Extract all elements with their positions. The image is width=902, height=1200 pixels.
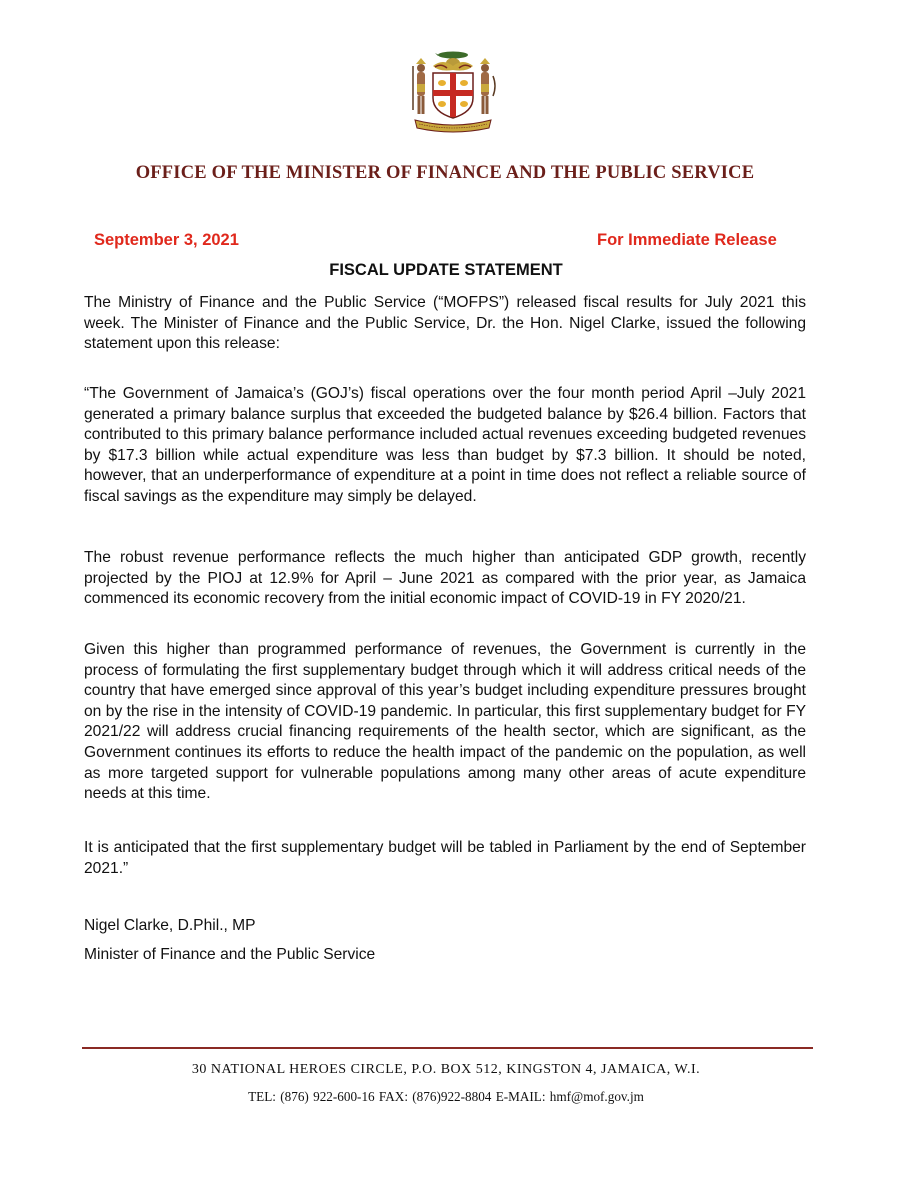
statement-paragraph-tabling: It is anticipated that the first supplementary budget will be tabled in Parliament by the end of September 2021.” xyxy=(84,839,806,877)
statement-paragraph-revenue-performance: The robust revenue performance reflects the much higher than anticipated GDP growth, recently projected by the PIOJ at 12.9% for April – June 2021 as compared with the prior year, as Jamaica commenced its economic recovery from the initial economic impact of COVID-19 in FY 2020/21. xyxy=(84,549,806,608)
release-note: For Immediate Release xyxy=(597,231,777,249)
statement-paragraph-supplementary-budget: Given this higher than programmed performance of revenues, the Government is currently in the process of formulating the first supplementary budget through which it will address critical needs of the country that have emerged since approval of this year’s budget including expenditure pressures brought on by the rise in the intensity of COVID-19 pandemic. In particular, this first supplementary budget for FY 2021/22 will address crucial financing requirements of the health sector, which are significant, as the Government continues its efforts to reduce the health impact of the pandemic on the population, as well as more targeted support for vulnerable populations among many other areas of acute expenditure needs at this time. xyxy=(84,641,806,803)
signature-name: Nigel Clarke, D.Phil., MP xyxy=(84,917,256,934)
release-date: September 3, 2021 xyxy=(94,231,239,249)
statement-paragraph-fiscal-operations: “The Government of Jamaica’s (GOJ’s) fiscal operations over the four month period April –July 2021 generated a primary balance surplus that exceeded the budgeted balance by $26.4 billion. Factors that contributed to this primary balance performance included actual revenues exceeding budgeted revenues by $17.3 billion while actual expenditure was less than budget by $7.3 billion. It should be noted, however, that an underperformance of expenditure at a point in time does not reflect a reliable source of fiscal savings as the expenditure may simply be delayed. xyxy=(84,385,806,505)
statement-paragraph-intro: The Ministry of Finance and the Public Service (“MOFPS”) released fiscal results for July 2021 this week. The Minister of Finance and the Public Service, Dr. the Hon. Nigel Clarke, issued the following statement upon this release: xyxy=(84,294,806,353)
signature-title: Minister of Finance and the Public Service xyxy=(84,946,376,963)
footer-address: 30 NATIONAL HEROES CIRCLE, P.O. BOX 512, KINGSTON 4, JAMAICA, W.I. xyxy=(191,1062,701,1077)
statement-title: FISCAL UPDATE STATEMENT xyxy=(329,261,563,279)
office-title: OFFICE OF THE MINISTER OF FINANCE AND THE PUBLIC SERVICE xyxy=(135,163,755,183)
footer-contact: TEL: (876) 922-600-16 FAX: (876)922-8804 E-MAIL: hmf@mof.gov.jm xyxy=(248,1089,644,1104)
footer-divider xyxy=(82,1047,813,1049)
jamaica-coat-of-arms-icon xyxy=(405,46,501,138)
